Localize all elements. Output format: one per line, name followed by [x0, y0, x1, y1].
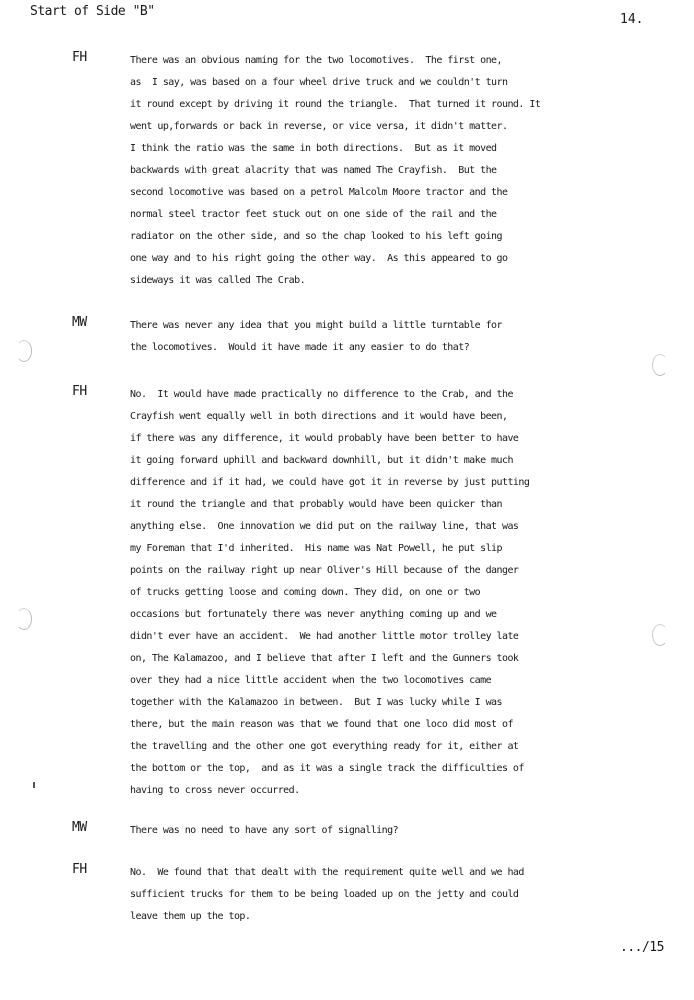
- punch-hole-mark: [652, 354, 668, 376]
- speech-line: it round except by driving it round the triangle. That turned it round. It: [130, 99, 541, 110]
- continuation-marker: .../15: [620, 940, 664, 955]
- speech-line: on, The Kalamazoo, and I believe that after I left and the Gunners took: [130, 653, 519, 664]
- speech-text: [130, 820, 690, 842]
- speech-text: [130, 50, 690, 292]
- speech-text: [130, 315, 690, 359]
- speech-line: I think the ratio was the same in both directions. But as it moved: [130, 143, 497, 154]
- speech-line: together with the Kalamazoo in between. But I was lucky while I was: [130, 697, 502, 708]
- speech-line: Crayfish went equally well in both directions and it would have been,: [130, 411, 508, 422]
- page-number: 14.: [620, 12, 644, 27]
- speaker-initials: FH: [72, 862, 87, 877]
- speech-line: No. We found that that dealt with the requirement quite well and we had: [130, 867, 524, 878]
- speech-line: the locomotives. Would it have made it any easier to do that?: [130, 342, 470, 353]
- speech-line: There was no need to have any sort of signalling?: [130, 825, 399, 836]
- speech-line: the travelling and the other one got everything ready for it, either at: [130, 741, 519, 752]
- speech-line: went up,forwards or back in reverse, or vice versa, it didn't matter.: [130, 121, 508, 132]
- speech-line: There was an obvious naming for the two locomotives. The first one,: [130, 55, 502, 66]
- speech-line: as I say, was based on a four wheel drive truck and we couldn't turn: [130, 77, 508, 88]
- speech-line: backwards with great alacrity that was named The Crayfish. But the: [130, 165, 497, 176]
- speech-line: occasions but fortunately there was never anything coming up and we: [130, 609, 497, 620]
- speech-line: normal steel tractor feet stuck out on one side of the rail and the: [130, 209, 497, 220]
- stray-mark: [33, 782, 35, 788]
- speech-line: didn't ever have an accident. We had another little motor trolley late: [130, 631, 519, 642]
- speech-line: radiator on the other side, and so the chap looked to his left going: [130, 231, 502, 242]
- speech-line: There was never any idea that you might build a little turntable for: [130, 320, 502, 331]
- speech-line: it going forward uphill and backward downhill, but it didn't make much: [130, 455, 513, 466]
- speaker-initials: FH: [72, 384, 87, 399]
- speech-line: second locomotive was based on a petrol Malcolm Moore tractor and the: [130, 187, 508, 198]
- speech-text: [130, 862, 690, 928]
- speech-line: it round the triangle and that probably would have been quicker than: [130, 499, 502, 510]
- speech-line: the bottom or the top, and as it was a single track the difficulties of: [130, 763, 524, 774]
- speech-line: difference and if it had, we could have got it in reverse by just putting: [130, 477, 530, 488]
- speech-line: of trucks getting loose and coming down. They did, on one or two: [130, 587, 481, 598]
- speaker-initials: MW: [72, 315, 87, 330]
- speech-line: over they had a nice little accident when the two locomotives came: [130, 675, 492, 686]
- speaker-initials: MW: [72, 820, 87, 835]
- speech-line: points on the railway right up near Oliver's Hill because of the danger: [130, 565, 519, 576]
- punch-hole-mark: [16, 608, 32, 630]
- speech-line: sideways it was called The Crab.: [130, 275, 306, 286]
- speech-text: [130, 384, 690, 802]
- speech-line: my Foreman that I'd inherited. His name was Nat Powell, he put slip: [130, 543, 502, 554]
- speech-line: anything else. One innovation we did put on the railway line, that was: [130, 521, 519, 532]
- speech-line: sufficient trucks for them to be being loaded up on the jetty and could: [130, 889, 519, 900]
- punch-hole-mark: [652, 624, 668, 646]
- speech-line: No. It would have made practically no difference to the Crab, and the: [130, 389, 513, 400]
- speech-line: having to cross never occurred.: [130, 785, 300, 796]
- side-heading: Start of Side "B": [30, 4, 155, 19]
- punch-hole-mark: [16, 340, 32, 362]
- speech-line: there, but the main reason was that we found that one loco did most of: [130, 719, 513, 730]
- speech-line: leave them up the top.: [130, 911, 251, 922]
- speaker-initials: FH: [72, 50, 87, 65]
- speech-line: one way and to his right going the other way. As this appeared to go: [130, 253, 508, 264]
- speech-line: if there was any difference, it would probably have been better to have: [130, 433, 519, 444]
